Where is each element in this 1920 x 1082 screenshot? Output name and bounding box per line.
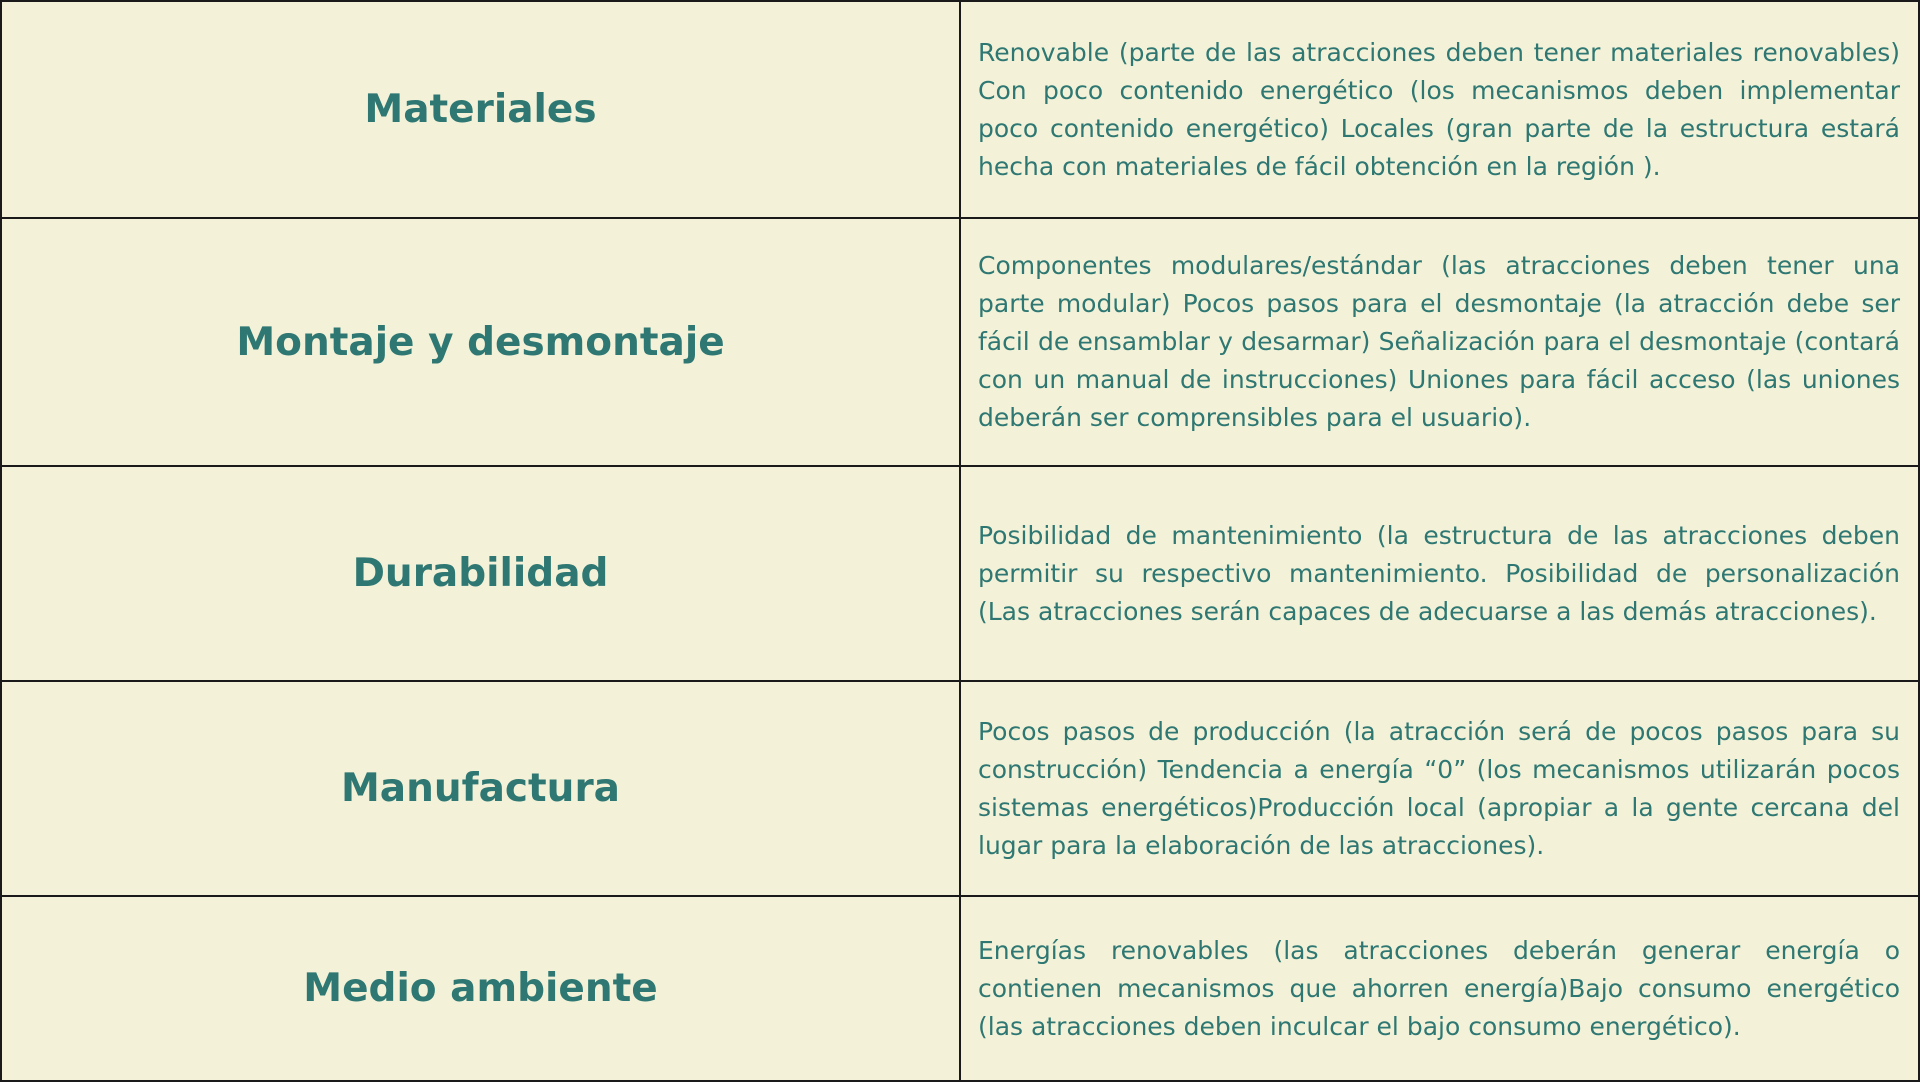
criterion-label: Montaje y desmontaje bbox=[1, 218, 960, 466]
table-row bbox=[1, 466, 1919, 681]
criterion-label: Medio ambiente bbox=[1, 896, 960, 1081]
criterion-label: Durabilidad bbox=[1, 466, 960, 681]
criterion-description: Renovable (parte de las atracciones deben tener materiales renovables) Con poco contenido energético (los mecanismos deben implementar poco contenido energético) Locales (gran parte de la estructura estará hecha con materiales de fácil obtención en la región ). bbox=[960, 1, 1919, 218]
criterion-description: Energías renovables (las atracciones deberán generar energía o contienen mecanismos que ahorren energía)Bajo consumo energético (las atracciones deben inculcar el bajo consumo energético). bbox=[960, 896, 1919, 1081]
table-row bbox=[1, 681, 1919, 896]
table-row bbox=[1, 896, 1919, 1081]
table-row bbox=[1, 1, 1919, 218]
criterion-label: Materiales bbox=[1, 1, 960, 218]
table-row bbox=[1, 218, 1919, 466]
criterion-label: Manufactura bbox=[1, 681, 960, 896]
criterion-description: Posibilidad de mantenimiento (la estructura de las atracciones deben permitir su respectivo mantenimiento. Posibilidad de personalización (Las atracciones serán capaces de adecuarse a las demás atracciones). bbox=[960, 466, 1919, 681]
criterion-description: Componentes modulares/estándar (las atracciones deben tener una parte modular) Pocos pasos para el desmontaje (la atracción debe ser fácil de ensamblar y desarmar) Señalización para el desmontaje (contará con un manual de instrucciones) Uniones para fácil acceso (las uniones deberán ser comprensibles para el usuario). bbox=[960, 218, 1919, 466]
criterion-description: Pocos pasos de producción (la atracción será de pocos pasos para su construcción) Tendencia a energía “0” (los mecanismos utilizarán pocos sistemas energéticos)Producción local (apropiar a la gente cercana del lugar para la elaboración de las atracciones). bbox=[960, 681, 1919, 896]
